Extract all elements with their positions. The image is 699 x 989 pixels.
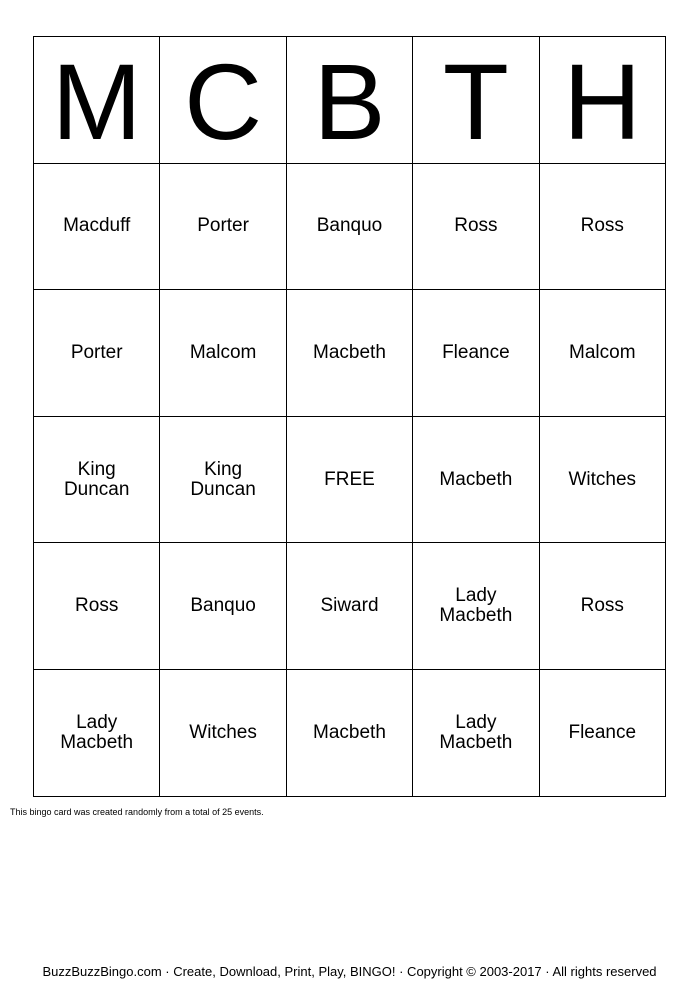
bingo-cell: Fleance xyxy=(539,669,665,796)
bingo-cell: Macbeth xyxy=(286,290,412,417)
header-row xyxy=(34,37,666,164)
bingo-cell: King Duncan xyxy=(34,416,160,543)
bingo-cell: Malcom xyxy=(160,290,286,417)
bingo-cell: Ross xyxy=(34,543,160,670)
bingo-cell: Banquo xyxy=(160,543,286,670)
bingo-cell: Lady Macbeth xyxy=(413,669,539,796)
card-generation-note: This bingo card was created randomly from a total of 25 events. xyxy=(10,807,264,817)
bingo-row xyxy=(34,543,666,670)
bingo-cell: Ross xyxy=(413,163,539,290)
bingo-row xyxy=(34,290,666,417)
header-letter: H xyxy=(539,37,665,164)
bingo-cell: Macduff xyxy=(34,163,160,290)
bingo-cell: Macbeth xyxy=(413,416,539,543)
bingo-cell: Malcom xyxy=(539,290,665,417)
bingo-cell: Lady Macbeth xyxy=(34,669,160,796)
header-letter: B xyxy=(286,37,412,164)
bingo-cell: Porter xyxy=(160,163,286,290)
free-space-cell: FREE xyxy=(286,416,412,543)
bingo-cell: Banquo xyxy=(286,163,412,290)
header-letter: M xyxy=(34,37,160,164)
bingo-row xyxy=(34,416,666,543)
bingo-cell: King Duncan xyxy=(160,416,286,543)
bingo-row xyxy=(34,669,666,796)
bingo-cell: Lady Macbeth xyxy=(413,543,539,670)
bingo-row xyxy=(34,163,666,290)
bingo-cell: Witches xyxy=(160,669,286,796)
site-footer: BuzzBuzzBingo.com · Create, Download, Print, Play, BINGO! · Copyright © 2003-2017 · All rights reserved xyxy=(42,964,657,979)
header-letter: T xyxy=(413,37,539,164)
bingo-cell: Macbeth xyxy=(286,669,412,796)
bingo-cell: Siward xyxy=(286,543,412,670)
bingo-card xyxy=(33,36,666,797)
header-letter: C xyxy=(160,37,286,164)
bingo-cell: Fleance xyxy=(413,290,539,417)
bingo-cell: Porter xyxy=(34,290,160,417)
bingo-cell: Ross xyxy=(539,163,665,290)
bingo-cell: Witches xyxy=(539,416,665,543)
bingo-cell: Ross xyxy=(539,543,665,670)
